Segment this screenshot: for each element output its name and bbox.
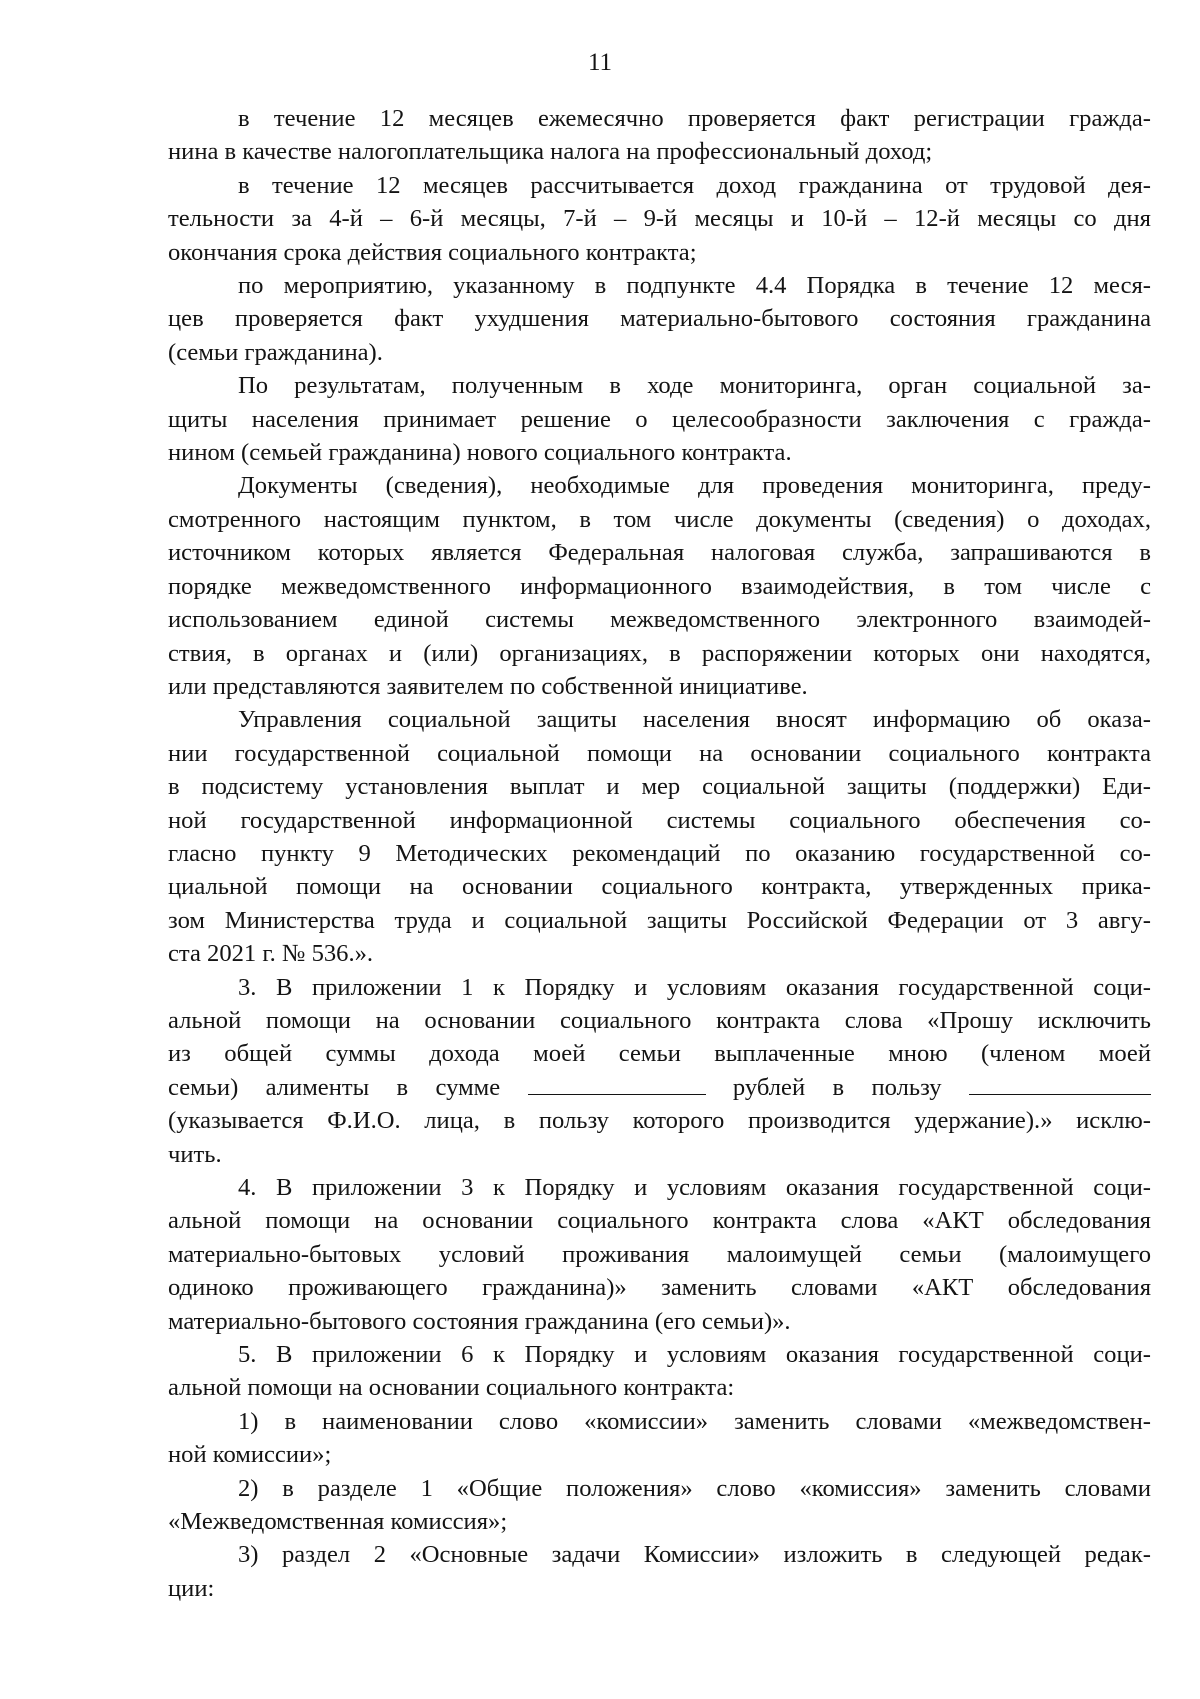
paragraph bbox=[168, 269, 1151, 369]
paragraph bbox=[168, 169, 1151, 269]
document-body bbox=[168, 102, 1151, 1605]
text-line: Документы (сведения), необходимые для проведения мониторинга, преду- bbox=[238, 472, 1151, 500]
text-line: в подсистему установления выплат и мер социальной защиты (поддержки) Еди- bbox=[168, 773, 1151, 801]
text-line: 4. В приложении 3 к Порядку и условиям оказания государственной соци- bbox=[238, 1174, 1151, 1201]
text-line: в течение 12 месяцев ежемесячно проверяется факт регистрации гражда- bbox=[238, 105, 1151, 132]
text-line: смотренного настоящим пунктом, в том числе документы (сведения) о доходах, bbox=[168, 505, 1151, 533]
page-number: 11 bbox=[587, 49, 613, 76]
blank-line-text: рублей в пользу bbox=[732, 1073, 942, 1101]
text-line: окончания срока действия социального контракта; bbox=[168, 238, 697, 266]
text-line: альной помощи на основании социального контракта слова «Прошу исключить bbox=[168, 1006, 1151, 1034]
text-line: тельности за 4-й – 6-й месяцы, 7-й – 9-й месяцы и 10-й – 12-й месяцы со дня bbox=[168, 205, 1151, 233]
text-line: ции: bbox=[168, 1574, 215, 1602]
text-line: 5. В приложении 6 к Порядку и условиям оказания государственной соци- bbox=[238, 1341, 1151, 1369]
text-line: ной государственной информационной системы социального обеспечения со- bbox=[168, 806, 1151, 834]
text-line: По результатам, полученным в ходе мониторинга, орган социальной за- bbox=[238, 372, 1151, 400]
text-line: чить. bbox=[168, 1140, 222, 1168]
text-line: нина в качестве налогоплательщика налога на профессиональный доход; bbox=[168, 138, 933, 166]
text-line: 3. В приложении 1 к Порядку и условиям оказания государственной соци- bbox=[238, 973, 1151, 1001]
paragraph bbox=[168, 1338, 1151, 1405]
text-line: Управления социальной защиты населения вносят информацию об оказа- bbox=[238, 706, 1151, 734]
text-line: ствия, в органах и (или) организациях, в распоряжении которых они находятся, bbox=[168, 639, 1151, 667]
paragraph bbox=[168, 1171, 1151, 1338]
text-line: (семьи гражданина). bbox=[168, 338, 383, 366]
text-line: порядке межведомственного информационного взаимодействия, в том числе с bbox=[168, 572, 1151, 600]
paragraph bbox=[168, 369, 1151, 469]
text-line: цев проверяется факт ухудшения материально-бытового состояния гражданина bbox=[168, 305, 1151, 333]
text-line: щиты населения принимает решение о целесообразности заключения с гражда- bbox=[168, 405, 1151, 433]
text-line: ста 2021 г. № 536.». bbox=[168, 940, 374, 968]
paragraph bbox=[168, 1538, 1151, 1605]
text-line: ной комиссии»; bbox=[168, 1441, 332, 1469]
text-line: или представляются заявителем по собственной инициативе. bbox=[168, 672, 808, 700]
paragraph bbox=[168, 469, 1151, 703]
text-line: гласно пункту 9 Методических рекомендаций по оказанию государственной со- bbox=[168, 839, 1151, 867]
text-line: из общей суммы дохода моей семьи выплаченные мною (членом моей bbox=[168, 1040, 1151, 1068]
text-line: одиноко проживающего гражданина)» заменить словами «АКТ обследования bbox=[168, 1274, 1151, 1302]
paragraph bbox=[168, 1405, 1151, 1472]
text-line: «Межведомственная комиссия»; bbox=[168, 1508, 508, 1536]
text-line: в течение 12 месяцев рассчитывается доход гражданина от трудовой дея- bbox=[238, 171, 1151, 199]
text-line: использованием единой системы межведомственного электронного взаимодей- bbox=[168, 606, 1151, 634]
paragraph bbox=[168, 703, 1151, 970]
blank-line-text: семьи) алименты в сумме bbox=[168, 1073, 501, 1101]
text-line: по мероприятию, указанному в подпункте 4.4 Порядка в течение 12 меся- bbox=[238, 272, 1151, 300]
text-line: альной помощи на основании социального контракта: bbox=[168, 1374, 735, 1402]
paragraph bbox=[168, 102, 1151, 169]
text-line: альной помощи на основании социального контракта слова «АКТ обследования bbox=[168, 1207, 1151, 1235]
text-line: нином (семьей гражданина) нового социального контракта. bbox=[168, 439, 792, 467]
text-line: циальной помощи на основании социального контракта, утвержденных прика- bbox=[168, 873, 1151, 901]
paragraph bbox=[168, 1472, 1151, 1539]
paragraph bbox=[168, 971, 1151, 1171]
text-line: материально-бытового состояния гражданина (его семьи)». bbox=[168, 1307, 791, 1335]
text-line: (указывается Ф.И.О. лица, в пользу которого производится удержание).» исклю- bbox=[168, 1107, 1151, 1135]
beneficiary-blank-field bbox=[969, 1072, 1151, 1095]
text-line: 1) в наименовании слово «комиссии» заменить словами «межведомствен- bbox=[238, 1407, 1151, 1435]
text-line: зом Министерства труда и социальной защиты Российской Федерации от 3 авгу- bbox=[168, 906, 1151, 934]
text-line: материально-бытовых условий проживания малоимущей семьи (малоимущего bbox=[168, 1240, 1151, 1268]
form-blank-line bbox=[168, 1071, 1151, 1104]
text-line: 2) в разделе 1 «Общие положения» слово «комиссия» заменить словами bbox=[238, 1474, 1151, 1502]
text-line: нии государственной социальной помощи на основании социального контракта bbox=[168, 739, 1151, 767]
amount-blank-field bbox=[528, 1072, 706, 1095]
text-line: 3) раздел 2 «Основные задачи Комиссии» изложить в следующей редак- bbox=[238, 1541, 1151, 1569]
text-line: источником которых является Федеральная налоговая служба, запрашиваются в bbox=[168, 539, 1151, 567]
